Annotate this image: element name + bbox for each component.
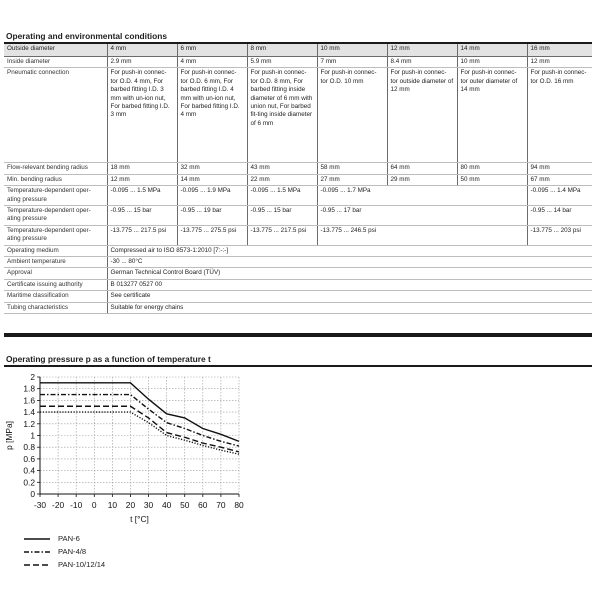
- x-tick-label: 20: [125, 500, 136, 510]
- header-cell: 12 mm: [387, 44, 457, 57]
- pressure-temperature-chart: [0, 368, 260, 533]
- legend-item: [24, 532, 105, 545]
- table-cell: 2.9 mm: [107, 57, 177, 68]
- table-row: [4, 268, 592, 279]
- x-tick-label: 60: [198, 500, 208, 510]
- table-cell: Suitable for energy chains: [107, 302, 592, 313]
- table-cell: B 013277 0527 00: [107, 279, 592, 290]
- header-cell: Outside diameter: [4, 44, 107, 57]
- table-cell: -30 ... 80°C: [107, 257, 592, 268]
- y-tick-label: 1.4: [23, 407, 35, 418]
- x-axis-label: t [°C]: [130, 514, 149, 524]
- conditions-table: [4, 44, 592, 314]
- table-cell: 14 mm: [177, 174, 247, 185]
- x-tick-label: -20: [52, 500, 65, 510]
- table-cell: -0.095 ... 1.4 MPa: [527, 186, 592, 206]
- table-cell: 80 mm: [457, 163, 527, 174]
- table-cell: 50 mm: [457, 174, 527, 185]
- legend-label: PAN-4/8: [58, 547, 87, 556]
- table-row: [4, 245, 592, 256]
- table-header-row: [4, 44, 592, 57]
- legend-swatch-solid: [24, 537, 50, 541]
- table-cell: 5.9 mm: [247, 57, 317, 68]
- y-tick-label: 1.6: [23, 395, 35, 406]
- x-tick-label: 30: [143, 500, 154, 510]
- table-cell: 58 mm: [317, 163, 387, 174]
- header-cell: 10 mm: [317, 44, 387, 57]
- table-cell: German Technical Control Board (TÜV): [107, 268, 592, 279]
- table-cell: 4 mm: [177, 57, 247, 68]
- table-cell: -0.095 ... 1.9 MPa: [177, 186, 247, 206]
- x-tick-label: -30: [33, 500, 47, 510]
- row-label: Pneumatic connection: [4, 68, 107, 163]
- table-cell: -13.775 ... 217.5 psi: [247, 225, 317, 245]
- table-cell: 12 mm: [107, 174, 177, 185]
- y-tick-label: 2: [30, 372, 35, 382]
- legend-item: [24, 545, 105, 558]
- table-cell: For push-in connec-tor O.D. 16 mm: [527, 68, 592, 163]
- table-row: [4, 302, 592, 313]
- legend-item: [24, 558, 105, 571]
- y-tick-label: 1.2: [23, 418, 35, 429]
- y-tick-label: 0.6: [23, 453, 35, 464]
- x-tick-label: 0: [91, 500, 97, 510]
- chart-legend: [24, 532, 105, 571]
- table-cell: For push-in connec-tor outer diameter of 14 mm: [457, 68, 527, 163]
- table-cell: 94 mm: [527, 163, 592, 174]
- table-cell: -0.95 ... 15 bar: [107, 206, 177, 226]
- table-row: [4, 257, 592, 268]
- row-label: Min. bending radius: [4, 174, 107, 185]
- table-cell: For push-in connec-tor O.D. 10 mm: [317, 68, 387, 163]
- table-row: [4, 279, 592, 290]
- row-label: Temperature-dependent oper-ating pressure: [4, 186, 107, 206]
- table-row: [4, 68, 592, 163]
- table-cell: 64 mm: [387, 163, 457, 174]
- table-row: [4, 225, 592, 245]
- y-axis-label: p [MPa]: [4, 421, 14, 450]
- table-cell: -0.95 ... 19 bar: [177, 206, 247, 226]
- table-cell: Compressed air to ISO 8573-1:2010 [7:-:-]: [107, 245, 592, 256]
- x-tick-label: 70: [216, 500, 226, 510]
- table-cell: -0.095 ... 1.5 MPa: [247, 186, 317, 206]
- table-cell: 18 mm: [107, 163, 177, 174]
- table-row: [4, 206, 592, 226]
- row-label: Ambient temperature: [4, 257, 107, 268]
- table-cell: For push-in connec-tor outside diameter of 12 mm: [387, 68, 457, 163]
- x-tick-label: -10: [70, 500, 83, 510]
- y-tick-label: 0.8: [23, 442, 35, 453]
- y-tick-label: 1: [30, 430, 35, 441]
- table-row: [4, 163, 592, 174]
- table-cell: -0.95 ... 14 bar: [527, 206, 592, 226]
- table-cell: 12 mm: [527, 57, 592, 68]
- table-cell: For push-in connec-tor O.D. 4 mm, For barbed fitting I.D. 3 mm with un-ion nut, For barbed fitting I.D. 3 mm: [107, 68, 177, 163]
- table-cell: 10 mm: [457, 57, 527, 68]
- row-label: Approval: [4, 268, 107, 279]
- table-row: [4, 291, 592, 302]
- header-cell: 4 mm: [107, 44, 177, 57]
- table-cell: 43 mm: [247, 163, 317, 174]
- table-bottom-rule: [4, 333, 592, 337]
- series-line-pan-4-8: [40, 395, 239, 446]
- row-label: Tubing characteristics: [4, 302, 107, 313]
- table-row: [4, 57, 592, 68]
- table-cell: 8.4 mm: [387, 57, 457, 68]
- table-cell: 22 mm: [247, 174, 317, 185]
- legend-swatch-dashed: [24, 563, 50, 567]
- table-cell: -0.095 ... 1.7 MPa: [317, 186, 527, 206]
- section-title-conditions: Operating and environmental conditions: [6, 31, 168, 41]
- table-row: [4, 174, 592, 185]
- chart-top-rule: [4, 365, 592, 367]
- row-label: Temperature-dependent oper-ating pressure: [4, 206, 107, 226]
- table-cell: 7 mm: [317, 57, 387, 68]
- row-label: Certificate issuing authority: [4, 279, 107, 290]
- x-tick-label: 50: [180, 500, 190, 510]
- row-label: Temperature-dependent oper-ating pressure: [4, 225, 107, 245]
- table-cell: 32 mm: [177, 163, 247, 174]
- header-cell: 14 mm: [457, 44, 527, 57]
- header-cell: 6 mm: [177, 44, 247, 57]
- x-tick-label: 80: [234, 500, 244, 510]
- legend-swatch-dashdot: [24, 550, 50, 554]
- table-cell: 29 mm: [387, 174, 457, 185]
- x-tick-label: 10: [107, 500, 118, 510]
- row-label: Inside diameter: [4, 57, 107, 68]
- table-cell: 67 mm: [527, 174, 592, 185]
- series-line-pan-16: [40, 412, 239, 454]
- header-cell: 16 mm: [527, 44, 592, 57]
- y-tick-label: 0.2: [23, 477, 35, 488]
- y-tick-label: 0: [30, 489, 35, 499]
- series-line-pan-10-12-14: [40, 406, 239, 452]
- table-cell: 27 mm: [317, 174, 387, 185]
- table-cell: -0.095 ... 1.5 MPa: [107, 186, 177, 206]
- table-cell: For push-in connec-tor O.D. 8 mm, For barbed fitting inside diameter of 6 mm with union nut, For barbed fit-ting inside diameter of 6 mm: [247, 68, 317, 163]
- row-label: Operating medium: [4, 245, 107, 256]
- table-cell: -13.775 ... 203 psi: [527, 225, 592, 245]
- table-cell: -13.775 ... 246.5 psi: [317, 225, 527, 245]
- table-row: [4, 186, 592, 206]
- section-title-chart: Operating pressure p as a function of temperature t: [6, 354, 211, 364]
- table-cell: -0.95 ... 15 bar: [247, 206, 317, 226]
- table-cell: For push-in connec-tor O.D. 6 mm, For barbed fitting I.D. 4 mm with un-ion nut, For barbed fitting I.D. 4 mm: [177, 68, 247, 163]
- legend-label: PAN-10/12/14: [58, 560, 106, 569]
- legend-label: PAN-6: [58, 534, 80, 543]
- row-label: Maritime classification: [4, 291, 107, 302]
- header-cell: 8 mm: [247, 44, 317, 57]
- y-tick-label: 1.8: [23, 383, 35, 394]
- table-cell: -13.775 ... 217.5 psi: [107, 225, 177, 245]
- table-cell: -13.775 ... 275.5 psi: [177, 225, 247, 245]
- table-cell: See certificate: [107, 291, 592, 302]
- row-label: Flow-relevant bending radius: [4, 163, 107, 174]
- x-tick-label: 40: [161, 500, 172, 510]
- y-tick-label: 0.4: [23, 465, 35, 476]
- table-cell: -0.95 ... 17 bar: [317, 206, 527, 226]
